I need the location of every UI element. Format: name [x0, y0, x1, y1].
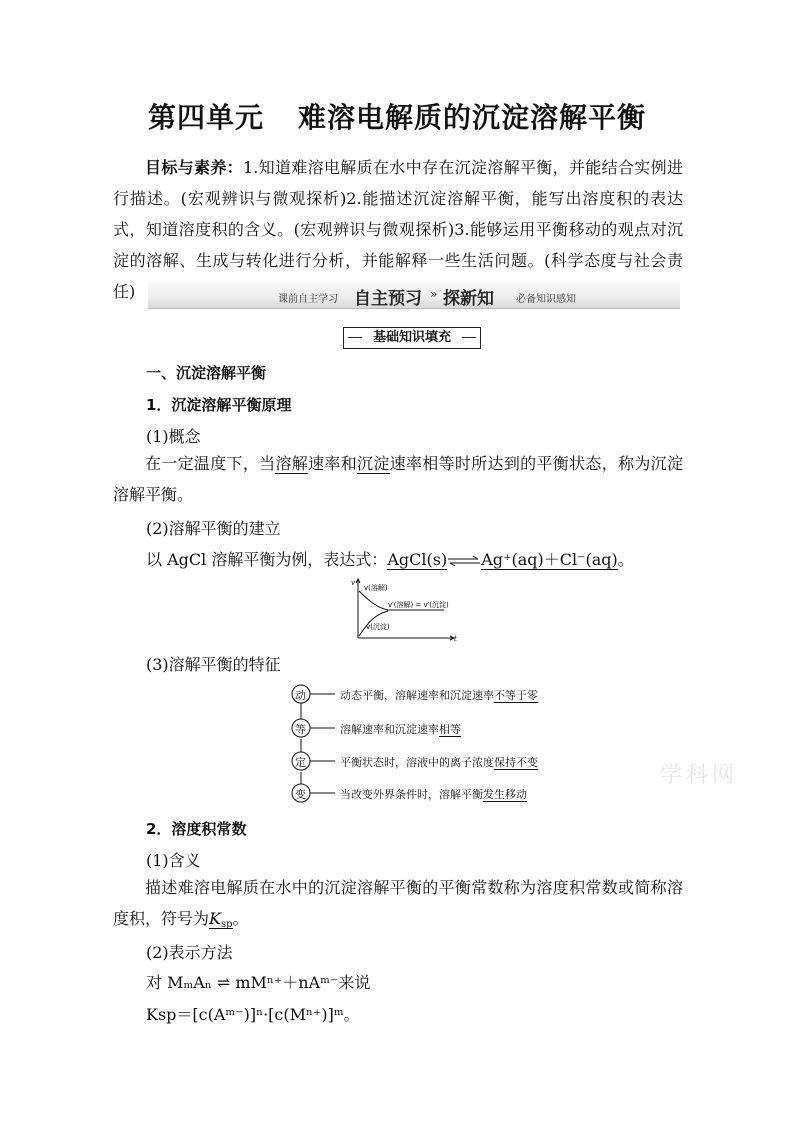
ksp-symbol-k: K — [209, 909, 221, 928]
feature-text: 当改变外界条件时，溶解平衡 — [340, 788, 483, 801]
features-diagram — [290, 683, 550, 803]
feature-blank: 保持不变 — [494, 756, 538, 769]
meaning-text: 描述难溶电解质在水中的沉淀溶解平衡的平衡常数称为溶度积常数或简称溶度积，符号为 — [113, 878, 683, 928]
graph-label-dissolve: v(溶解) — [364, 584, 388, 592]
label-meaning: (1)含义 — [146, 851, 201, 870]
feature-text: 溶解速率和沉淀速率 — [340, 723, 439, 736]
goals-text: 1.知道难溶电解质在水中存在沉淀溶解平衡，并能结合实例进行描述。(宏观辨识与微观探析)2.能描述沉淀溶解平衡，能写出溶度积的表达式，知道溶度积的含义。(宏观辨识与微观探析)3.能够运用平衡移动的观点对沉淀的溶解、生成与转化进行分析，并能解释一些生活问题。(科学态度与社会责任) — [113, 158, 683, 301]
page-title — [0, 96, 794, 136]
feature-char-dynamic: 动 — [295, 689, 306, 702]
equation-left: AgCl(s) — [387, 550, 448, 569]
meaning-end: 。 — [232, 909, 249, 928]
ksp-formula: Ksp＝[c(Aᵐ⁻)]ⁿ·[c(Mⁿ⁺)]ᵐ。 — [146, 1005, 360, 1024]
watermark: 学科网 — [660, 763, 739, 788]
equation-end: 。 — [617, 550, 634, 569]
title-topic: 难溶电解质的沉淀溶解平衡 — [298, 101, 647, 134]
meaning-paragraph — [113, 872, 683, 940]
title-unit: 第四单元 — [147, 101, 264, 134]
feature-blank: 发生移动 — [483, 788, 527, 801]
feature-text-dynamic — [340, 687, 538, 703]
concept-text-1: 在一定温度下，当 — [145, 454, 276, 473]
feature-text: 动态平衡，溶解速率和沉淀速率 — [340, 689, 494, 702]
banner-double-arrow-icon: » — [430, 287, 438, 301]
equation-prefix: 以 AgCl 溶解平衡为例，表达式： — [146, 550, 388, 569]
section-box-basic: 基础知识填充 — [343, 327, 481, 349]
heading-section-1: 一、沉淀溶解平衡 — [146, 364, 267, 382]
feature-blank: 相等 — [439, 723, 461, 736]
concept-paragraph — [113, 448, 683, 510]
ksp-symbol-sub: sp — [220, 919, 233, 930]
feature-text-equal — [340, 721, 461, 737]
heading-principle: 1．沉淀溶解平衡原理 — [146, 396, 292, 414]
graph-label-v: v — [351, 579, 355, 587]
label-concept: (1)概念 — [146, 427, 201, 446]
feature-char-equal: 等 — [295, 723, 306, 736]
label-expression: (2)表示方法 — [146, 943, 233, 962]
blank-dissolve: 溶解 — [275, 454, 309, 473]
label-build: (2)溶解平衡的建立 — [146, 519, 281, 538]
blank-precipitate: 沉淀 — [357, 454, 390, 473]
ksp-symbol — [209, 909, 233, 929]
feature-text-change — [340, 786, 527, 802]
graph-label-equal: v′(溶解) = v′(沉淀) — [388, 601, 449, 609]
graph-label-t: t — [454, 635, 457, 642]
feature-text: 平衡状态时，溶液中的离子浓度 — [340, 756, 494, 769]
equation-line — [146, 547, 634, 570]
feature-char-change: 变 — [295, 788, 306, 801]
heading-ksp: 2．溶度积常数 — [146, 820, 247, 838]
expression-line: 对 MₘAₙ ⇌ mMⁿ⁺＋nAᵐ⁻来说 — [146, 973, 371, 992]
banner-left-caption: 课前自主学习 — [278, 294, 338, 305]
banner-title-2: 探新知 — [443, 289, 494, 309]
banner-title-1: 自主预习 — [354, 289, 422, 309]
banner-right-caption: 必备知识感知 — [516, 294, 576, 305]
feature-text-fixed — [340, 754, 538, 770]
graph-label-precipitate: v(沉淀) — [366, 623, 390, 631]
concept-text-2: 速率和 — [308, 454, 358, 473]
feature-blank: 不等于零 — [494, 689, 538, 702]
rate-graph — [350, 578, 460, 642]
feature-char-fixed: 定 — [295, 756, 306, 769]
label-features: (3)溶解平衡的特征 — [146, 655, 281, 674]
equation-right: Ag⁺(aq)＋Cl⁻(aq) — [481, 550, 618, 569]
concept-text-3: 速率相等时所达到的平衡状态，称为沉淀溶解平衡。 — [113, 454, 683, 504]
goals-label: 目标与素养： — [145, 158, 244, 177]
section-banner — [148, 282, 680, 309]
equilibrium-arrow-icon — [447, 555, 481, 567]
